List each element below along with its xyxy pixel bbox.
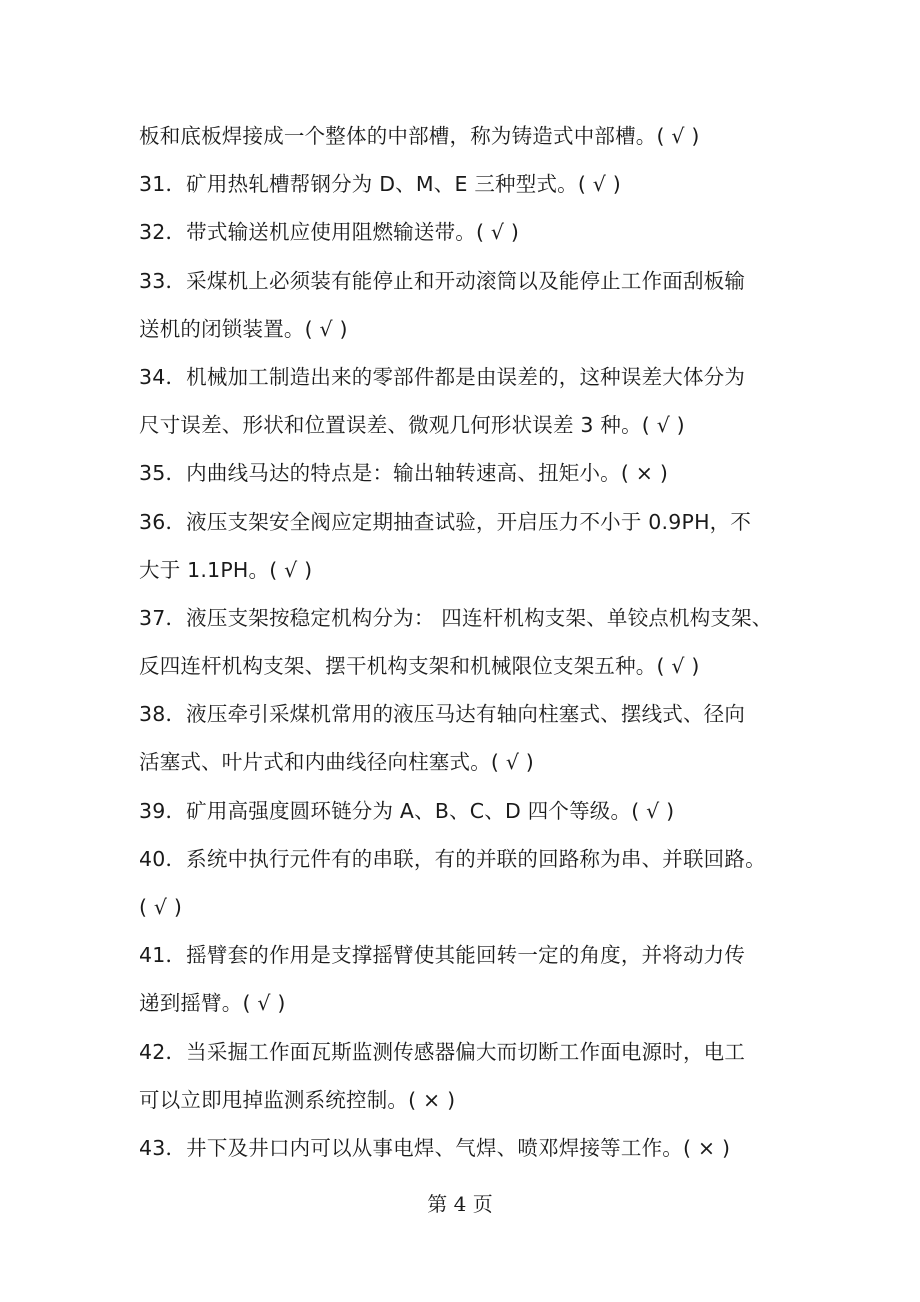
question-34: 34．机械加工制造出来的零部件都是由误差的，这种误差大体分为	[139, 364, 746, 389]
text-line: 板和底板焊接成一个整体的中部槽，称为铸造式中部槽。( √ )	[139, 124, 700, 148]
question-40: 40．系统中执行元件有的串联，有的并联的回路称为串、并联回路。	[139, 846, 766, 871]
question-32: 32．带式输送机应使用阻燃输送带。( √ )	[139, 220, 520, 245]
document-body	[139, 116, 819, 1176]
question-35: 35．内曲线马达的特点是：输出轴转速高、扭矩小。( × )	[139, 461, 669, 486]
text-line: 大于 1.1PH。( √ )	[139, 557, 313, 582]
text-line: 可以立即甩掉监测系统控制。( × )	[139, 1087, 456, 1112]
question-42: 42．当采掘工作面瓦斯监测传感器偏大而切断工作面电源时，电工	[139, 1039, 746, 1064]
question-43: 43．井下及井口内可以从事电焊、气焊、喷邓焊接等工作。( × )	[139, 1135, 731, 1160]
question-37: 37．液压支架按稳定机构分为： 四连杆机构支架、单铰点机构支架、	[139, 605, 773, 630]
text-line: 送机的闭锁装置。( √ )	[139, 316, 348, 341]
text-line: 递到摇臂。( √ )	[139, 991, 286, 1016]
text-line: 活塞式、叶片式和内曲线径向柱塞式。( √ )	[139, 750, 534, 775]
question-38: 38．液压牵引采煤机常用的液压马达有轴向柱塞式、摆线式、径向	[139, 702, 746, 727]
question-39: 39．矿用高强度圆环链分为 A、B、C、D 四个等级。( √ )	[139, 798, 675, 823]
question-41: 41．摇臂套的作用是支撑摇臂使其能回转一定的角度，并将动力传	[139, 943, 746, 968]
question-33: 33．采煤机上必须装有能停止和开动滚筒以及能停止工作面刮板输	[139, 268, 746, 293]
text-line: ( √ )	[139, 895, 183, 919]
question-36: 36．液压支架安全阀应定期抽查试验，开启压力不小于 0.9PH，不	[139, 509, 752, 534]
page-number: 第 4 页	[427, 1192, 493, 1216]
text-line: 反四连杆机构支架、摆干机构支架和机械限位支架五种。( √ )	[139, 654, 700, 679]
question-31: 31．矿用热轧槽帮钢分为 D、M、E 三种型式。( √ )	[139, 172, 621, 197]
text-line: 尺寸误差、形状和位置误差、微观几何形状误差 3 种。( √ )	[139, 413, 685, 438]
